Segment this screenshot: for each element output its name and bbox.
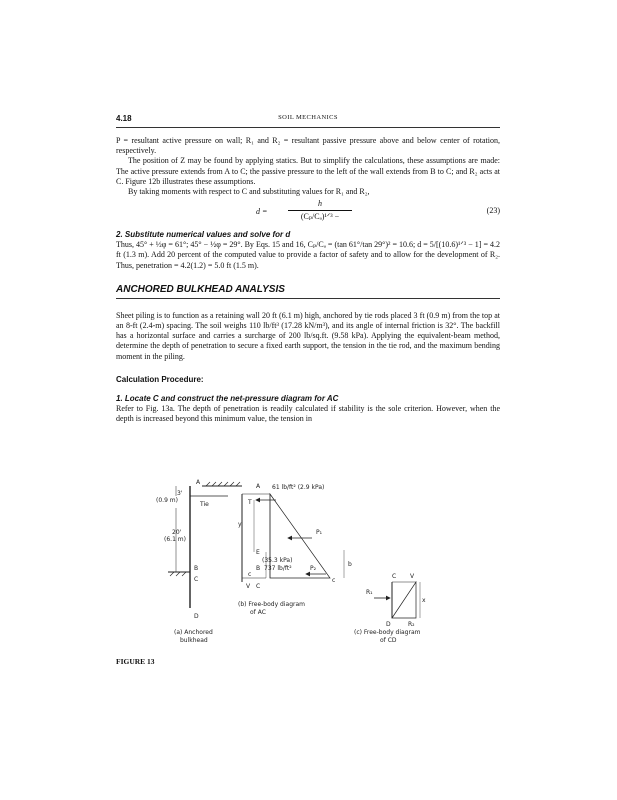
label-b-E: E (256, 549, 260, 556)
figure-caption: FIGURE 13 (116, 657, 155, 666)
label-c-x: x (422, 597, 426, 604)
figure-13 (116, 478, 500, 660)
equation-number: (23) (486, 206, 500, 216)
label-b-C: C (256, 583, 261, 590)
section-heading: ANCHORED BULKHEAD ANALYSIS (116, 283, 285, 295)
label-b-A: A (256, 483, 261, 490)
label-c-V: V (410, 573, 415, 580)
paragraph-notation: P = resultant active pressure on wall; R₁ and R₂ = resultant passive pressure above and below center of rotation, respectively. (116, 136, 500, 156)
caption-c-line2: of CD (380, 637, 397, 644)
caption-a-line2: bulkhead (180, 637, 208, 644)
label-a-3ft: 3' (177, 490, 183, 497)
label-c-C: C (392, 573, 397, 580)
label-b-c-right: c (332, 577, 336, 584)
label-a-20ft: 20' (172, 529, 182, 536)
caption-b-line2: of AC (250, 609, 266, 616)
label-b-psf: 737 lb/ft² (264, 565, 292, 572)
caption-c-line1: (c) Free-body diagram (354, 629, 421, 636)
paragraph-moments: By taking moments with respect to C and substituting values for R₁ and R₂, (128, 187, 370, 197)
diagram-c-free-body-CD (354, 573, 426, 644)
label-a-61m: (6.1 m) (164, 536, 186, 543)
label-b-P1: P₁ (316, 529, 323, 536)
equation-denominator: (Cₚ/Cₐ)¹ᐟ³ − (300, 212, 340, 222)
paragraph-problem: Sheet piling is to function as a retaining wall 20 ft (6.1 m) high, anchored by tie rods placed 3 ft (0.9 m) from the top at an 8-ft (2.4-m) spacing. The soil weighs 110 lb/ft³ (17.28 kN/m³), and its angle of internal friction is 32°. The backfill has a horizontal surface and carries a surcharge of 200 lb/sq.ft. (9.58 kPa). Applying the equivalent-beam method, determine the depth of penetration to secure a fixed earth support, the tension in the tie rod, and the maximum bending moment in the piling. (116, 310, 500, 361)
procedure-heading: Calculation Procedure: (116, 374, 204, 384)
label-c-R2: R₂ (408, 621, 415, 628)
label-b-V: V (246, 583, 251, 590)
label-a-D: D (194, 613, 199, 620)
label-a-tie: Tie (200, 501, 209, 508)
label-a-A: A (196, 479, 201, 486)
diagram-b-free-body-AC (238, 483, 352, 616)
figure-13-drawing (116, 478, 500, 660)
page-header (116, 113, 500, 127)
label-b-P2: P₂ (310, 565, 317, 572)
step2-heading: 2. Substitute numerical values and solve for d (116, 230, 291, 240)
caption-a-line1: (a) Anchored (174, 629, 213, 636)
label-b-c-left: c (248, 571, 252, 578)
fraction-bar (288, 210, 352, 211)
running-head: SOIL MECHANICS (278, 114, 338, 121)
label-b-kpa: (35.3 kPa) (262, 557, 293, 564)
label-a-B: B (194, 565, 199, 572)
label-a-09m: (0.9 m) (156, 497, 178, 504)
paragraph-step2: Thus, 45° + ½φ = 61°; 45° − ½φ = 29°. By Eqs. 15 and 16, Cₚ/Cₐ = (tan 61°/tan 29°)² = 10.6; d = 5/[(10.6)¹ᐟ³ − 1] = 4.2 ft (1.3 m). Add 20 percent of the computed value to provide a factor of safety and to allow for the development of R₂. Thus, penetration = 4.2(1.2) = 5.0 ft (1.5 m). (116, 240, 500, 270)
label-c-R1: R₁ (366, 589, 373, 596)
label-b-top-pressure: 61 lb/ft² (2.9 kPa) (272, 484, 325, 491)
header-rule (116, 127, 500, 128)
equation-23 (116, 199, 500, 225)
label-a-C: C (194, 576, 199, 583)
diagram-a-anchored-bulkhead (156, 479, 242, 644)
paragraph-step1: Refer to Fig. 13a. The depth of penetration is readily calculated if stability is the sole criterion. However, when the depth is increased beyond this minimum value, the tension in (116, 403, 500, 424)
paragraph-assumptions: The position of Z may be found by applying statics. But to simplify the calculations, these assumptions are made: The active pressure extends from A to C; the passive pressure to the left of the wall extends from B to C; and R₂ acts at C. Figure 12b illustrates these assumptions. (116, 156, 500, 186)
label-b-B: B (256, 565, 261, 572)
label-b-b: b (348, 561, 352, 568)
page-number: 4.18 (116, 114, 132, 123)
label-c-D: D (386, 621, 391, 628)
body-text (116, 136, 500, 424)
step1-heading: 1. Locate C and construct the net-pressure diagram for AC (116, 393, 339, 403)
equation-lhs: d = (256, 207, 268, 217)
caption-b-line1: (b) Free-body diagram (238, 601, 305, 608)
label-b-y: y (238, 521, 242, 528)
label-b-T: T (248, 499, 252, 506)
equation-numerator: h (318, 199, 322, 209)
